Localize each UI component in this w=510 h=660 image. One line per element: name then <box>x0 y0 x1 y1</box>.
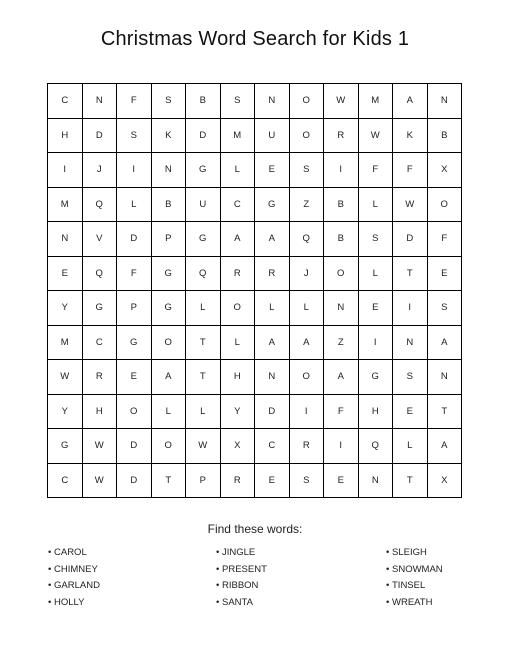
word-list-item <box>216 580 336 597</box>
grid-cell: P <box>186 464 221 499</box>
grid-cell: O <box>324 257 359 292</box>
grid-cell: L <box>290 291 325 326</box>
word-text: JINGLE <box>222 547 256 558</box>
grid-cell: W <box>83 464 118 499</box>
word-list-item <box>216 597 336 614</box>
grid-cell: N <box>428 84 463 119</box>
grid-cell: Y <box>48 291 83 326</box>
bullet-icon: • <box>216 596 220 608</box>
grid-cell: X <box>428 153 463 188</box>
grid-cell: O <box>290 84 325 119</box>
word-list-item <box>216 564 336 581</box>
word-text: SNOWMAN <box>392 563 443 575</box>
grid-cell: R <box>290 429 325 464</box>
grid-cell: E <box>255 464 290 499</box>
grid-cell: G <box>117 326 152 361</box>
grid-cell: T <box>186 360 221 395</box>
grid-cell: A <box>428 326 463 361</box>
grid-cell: S <box>290 153 325 188</box>
grid-cell: T <box>152 464 187 499</box>
grid-cell: Q <box>359 429 394 464</box>
grid-cell: A <box>324 360 359 395</box>
grid-cell: N <box>324 291 359 326</box>
grid-cell: L <box>255 291 290 326</box>
grid-cell: B <box>324 188 359 223</box>
bullet-icon: • <box>386 596 390 608</box>
grid-cell: E <box>255 153 290 188</box>
grid-cell: Q <box>83 257 118 292</box>
grid-cell: O <box>290 119 325 154</box>
word-text: TINSEL <box>392 580 426 591</box>
grid-cell: N <box>359 464 394 499</box>
grid-cell: H <box>83 395 118 430</box>
word-text: SLEIGH <box>392 547 427 558</box>
grid-cell: E <box>48 257 83 292</box>
grid-cell: L <box>186 291 221 326</box>
grid-cell: X <box>221 429 256 464</box>
word-text: RIBBON <box>222 580 259 591</box>
grid-cell: W <box>393 188 428 223</box>
grid-cell: T <box>428 395 463 430</box>
bullet-icon: • <box>216 563 220 575</box>
grid-cell: H <box>221 360 256 395</box>
grid-cell: I <box>324 153 359 188</box>
grid-cell: A <box>152 360 187 395</box>
grid-cell: W <box>359 119 394 154</box>
grid-cell: G <box>152 291 187 326</box>
grid-cell: S <box>393 360 428 395</box>
grid-cell: G <box>186 153 221 188</box>
grid-cell: F <box>359 153 394 188</box>
grid-cell: I <box>324 429 359 464</box>
grid-cell: D <box>117 222 152 257</box>
grid-cell: D <box>117 429 152 464</box>
grid-cell: D <box>186 119 221 154</box>
word-text: SANTA <box>222 596 253 608</box>
word-list-item <box>386 564 506 581</box>
word-column <box>48 547 168 613</box>
grid-cell: W <box>186 429 221 464</box>
grid-cell: F <box>428 222 463 257</box>
grid-cell: L <box>393 429 428 464</box>
word-text: WREATH <box>392 596 433 608</box>
grid-cell: O <box>117 395 152 430</box>
bullet-icon: • <box>386 563 390 575</box>
grid-cell: P <box>117 291 152 326</box>
grid-cell: L <box>221 153 256 188</box>
grid-cell: W <box>324 84 359 119</box>
grid-cell: G <box>255 188 290 223</box>
grid-cell: O <box>221 291 256 326</box>
word-list-item <box>48 597 168 614</box>
word-text: PRESENT <box>222 563 267 575</box>
grid-cell: E <box>359 291 394 326</box>
word-list-item <box>48 547 168 564</box>
grid-cell: D <box>255 395 290 430</box>
grid-cell: A <box>255 326 290 361</box>
grid-cell: Q <box>186 257 221 292</box>
grid-cell: L <box>117 188 152 223</box>
grid-cell: G <box>48 429 83 464</box>
grid-cell: I <box>290 395 325 430</box>
grid-cell: G <box>359 360 394 395</box>
grid-cell: U <box>255 119 290 154</box>
grid-cell: S <box>221 84 256 119</box>
grid-cell: R <box>221 257 256 292</box>
grid-cell: L <box>152 395 187 430</box>
find-words-heading: Find these words: <box>207 522 303 536</box>
bullet-icon: • <box>48 563 52 575</box>
grid-cell: C <box>255 429 290 464</box>
bullet-icon: • <box>48 596 52 608</box>
grid-cell: Z <box>324 326 359 361</box>
grid-cell: J <box>290 257 325 292</box>
bullet-icon: • <box>48 580 52 591</box>
bullet-icon: • <box>216 580 220 591</box>
bullet-icon: • <box>48 547 52 558</box>
grid-cell: I <box>117 153 152 188</box>
grid-cell: R <box>83 360 118 395</box>
grid-cell: G <box>152 257 187 292</box>
grid-cell: T <box>186 326 221 361</box>
grid-cell: Y <box>48 395 83 430</box>
grid-cell: N <box>393 326 428 361</box>
grid-cell: P <box>152 222 187 257</box>
grid-cell: A <box>290 326 325 361</box>
grid-cell: O <box>290 360 325 395</box>
grid-cell: K <box>393 119 428 154</box>
grid-cell: O <box>152 429 187 464</box>
grid-cell: L <box>186 395 221 430</box>
grid-cell: S <box>428 291 463 326</box>
grid-cell: S <box>359 222 394 257</box>
grid-cell: N <box>48 222 83 257</box>
grid-cell: U <box>186 188 221 223</box>
grid-cell: C <box>48 464 83 499</box>
grid-cell: D <box>83 119 118 154</box>
grid-cell: R <box>221 464 256 499</box>
grid-cell: S <box>117 119 152 154</box>
grid-cell: B <box>428 119 463 154</box>
word-text: GARLAND <box>54 580 100 591</box>
grid-cell: J <box>83 153 118 188</box>
grid-cell: C <box>48 84 83 119</box>
grid-cell: I <box>359 326 394 361</box>
grid-cell: A <box>428 429 463 464</box>
grid-cell: W <box>83 429 118 464</box>
grid-cell: O <box>428 188 463 223</box>
grid-cell: G <box>186 222 221 257</box>
grid-cell: C <box>221 188 256 223</box>
grid-cell: H <box>48 119 83 154</box>
word-text: HOLLY <box>54 596 85 608</box>
grid-cell: K <box>152 119 187 154</box>
grid-cell: F <box>324 395 359 430</box>
grid-cell: L <box>359 188 394 223</box>
word-search-grid <box>47 83 462 498</box>
grid-cell: W <box>48 360 83 395</box>
grid-cell: B <box>152 188 187 223</box>
grid-cell: T <box>393 257 428 292</box>
grid-cell: N <box>152 153 187 188</box>
word-list-item <box>386 547 506 564</box>
bullet-icon: • <box>216 547 220 558</box>
word-text: CHIMNEY <box>54 563 98 575</box>
grid-cell: M <box>221 119 256 154</box>
grid-cell: R <box>324 119 359 154</box>
grid-cell: T <box>393 464 428 499</box>
bullet-icon: • <box>386 580 390 591</box>
grid-cell: E <box>393 395 428 430</box>
grid-cell: G <box>83 291 118 326</box>
grid-cell: Y <box>221 395 256 430</box>
grid-cell: L <box>221 326 256 361</box>
grid-cell: I <box>393 291 428 326</box>
word-list-item <box>216 547 336 564</box>
grid-cell: X <box>428 464 463 499</box>
bullet-icon: • <box>386 547 390 558</box>
grid-cell: H <box>359 395 394 430</box>
grid-cell: O <box>152 326 187 361</box>
grid-cell: F <box>117 257 152 292</box>
grid-cell: R <box>255 257 290 292</box>
word-column <box>386 547 506 613</box>
grid-cell: A <box>221 222 256 257</box>
word-list-item <box>48 564 168 581</box>
grid-cell: B <box>324 222 359 257</box>
word-text: CAROL <box>54 547 87 558</box>
grid-cell: N <box>428 360 463 395</box>
grid-cell: A <box>255 222 290 257</box>
grid-cell: E <box>324 464 359 499</box>
grid-cell: F <box>117 84 152 119</box>
word-list-item <box>48 580 168 597</box>
grid-cell: E <box>428 257 463 292</box>
grid-cell: Z <box>290 188 325 223</box>
grid-cell: M <box>48 326 83 361</box>
word-column <box>216 547 336 613</box>
grid-cell: L <box>359 257 394 292</box>
grid-cell: A <box>393 84 428 119</box>
grid-cell: M <box>359 84 394 119</box>
grid-cell: N <box>83 84 118 119</box>
word-list-item <box>386 580 506 597</box>
word-list <box>48 547 468 617</box>
grid-cell: N <box>255 84 290 119</box>
grid-cell: D <box>117 464 152 499</box>
grid-cell: D <box>393 222 428 257</box>
grid-cell: M <box>48 188 83 223</box>
grid-cell: E <box>117 360 152 395</box>
grid-cell: B <box>186 84 221 119</box>
word-list-item <box>386 597 506 614</box>
grid-cell: N <box>255 360 290 395</box>
grid-cell: F <box>393 153 428 188</box>
grid-cell: C <box>83 326 118 361</box>
grid-cell: V <box>83 222 118 257</box>
grid-cell: S <box>290 464 325 499</box>
grid-cell: Q <box>83 188 118 223</box>
grid-cell: S <box>152 84 187 119</box>
page-title: Christmas Word Search for Kids 1 <box>100 28 410 50</box>
grid-cell: I <box>48 153 83 188</box>
grid-cell: Q <box>290 222 325 257</box>
